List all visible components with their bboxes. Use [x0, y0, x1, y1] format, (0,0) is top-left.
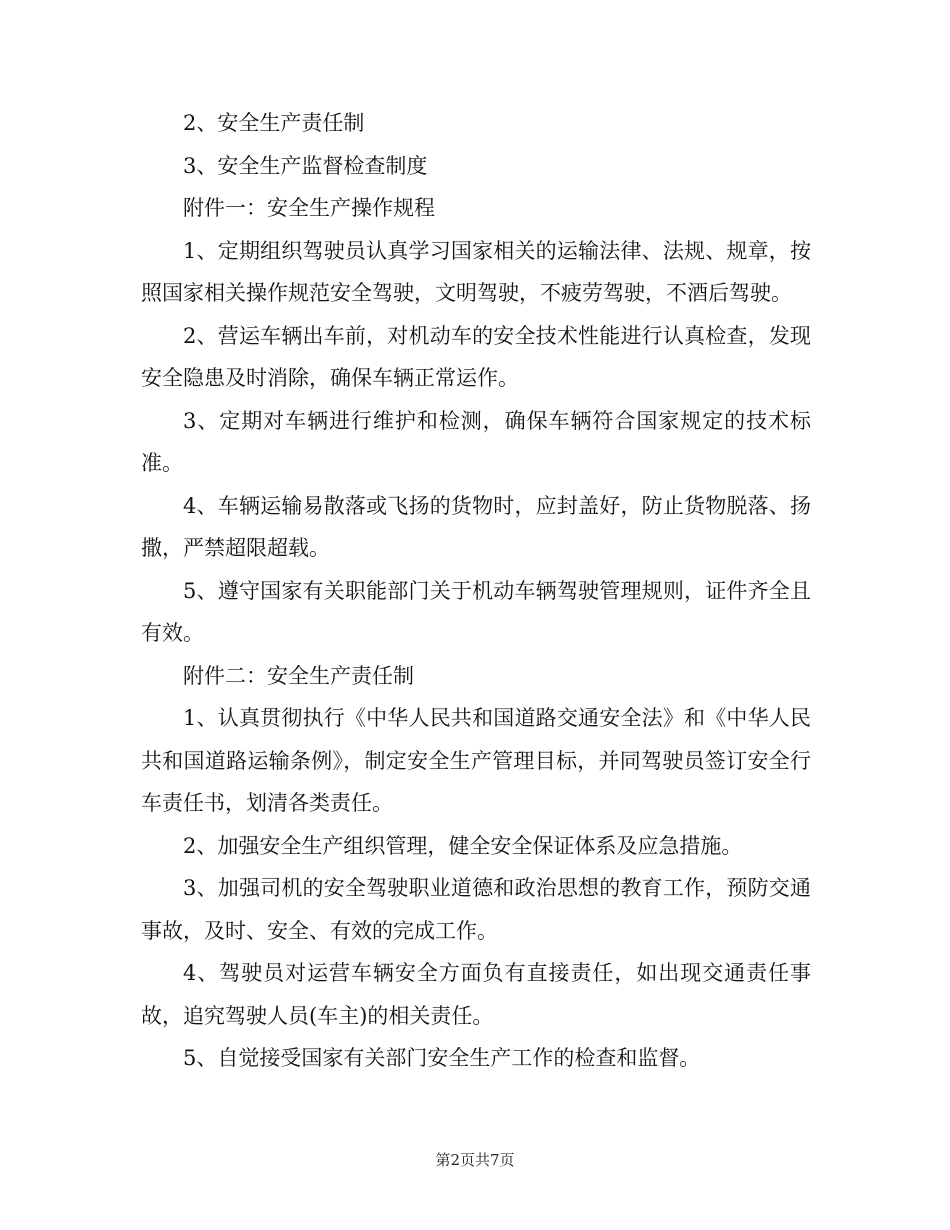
paragraph: 5、自觉接受国家有关部门安全生产工作的检查和监督。 [183, 1046, 701, 1070]
paragraph: 4、驾驶员对运营车辆安全方面负有直接责任，如出现交通责任事故，追究驾驶人员(车主)的相关责任。 [141, 961, 811, 1028]
paragraph: 1、认真贯彻执行《中华人民共和国道路交通安全法》和《中华人民共和国道路运输条例》，制定安全生产管理目标，并同驾驶员签订安全行车责任书，划清各类责任。 [141, 706, 811, 815]
paragraph: 3、加强司机的安全驾驶职业道德和政治思想的教育工作，预防交通事故，及时、安全、有效的完成工作。 [141, 876, 811, 943]
paragraph: 3、安全生产监督检查制度 [183, 153, 428, 178]
paragraph: 2、加强安全生产组织管理，健全安全保证体系及应急措施。 [183, 833, 743, 858]
section-heading: 附件二：安全生产责任制 [183, 663, 414, 688]
document-body [141, 102, 811, 1080]
paragraph: 5、遵守国家有关职能部门关于机动车辆驾驶管理规则，证件齐全且有效。 [141, 578, 811, 645]
section-heading: 附件一：安全生产操作规程 [183, 196, 435, 220]
paragraph: 1、定期组织驾驶员认真学习国家相关的运输法律、法规、规章，按照国家相关操作规范安全驾驶，文明驾驶，不疲劳驾驶，不酒后驾驶。 [141, 238, 811, 305]
paragraph: 2、营运车辆出车前，对机动车的安全技术性能进行认真检查，发现安全隐患及时消除，确保车辆正常运作。 [141, 323, 811, 390]
paragraph: 4、车辆运输易散落或飞扬的货物时，应封盖好，防止货物脱落、扬撒，严禁超限超载。 [141, 493, 811, 560]
page-number-footer: 第2页共7页 [435, 1151, 515, 1169]
paragraph: 3、定期对车辆进行维护和检测，确保车辆符合国家规定的技术标准。 [141, 408, 811, 475]
paragraph: 2、安全生产责任制 [183, 111, 365, 135]
